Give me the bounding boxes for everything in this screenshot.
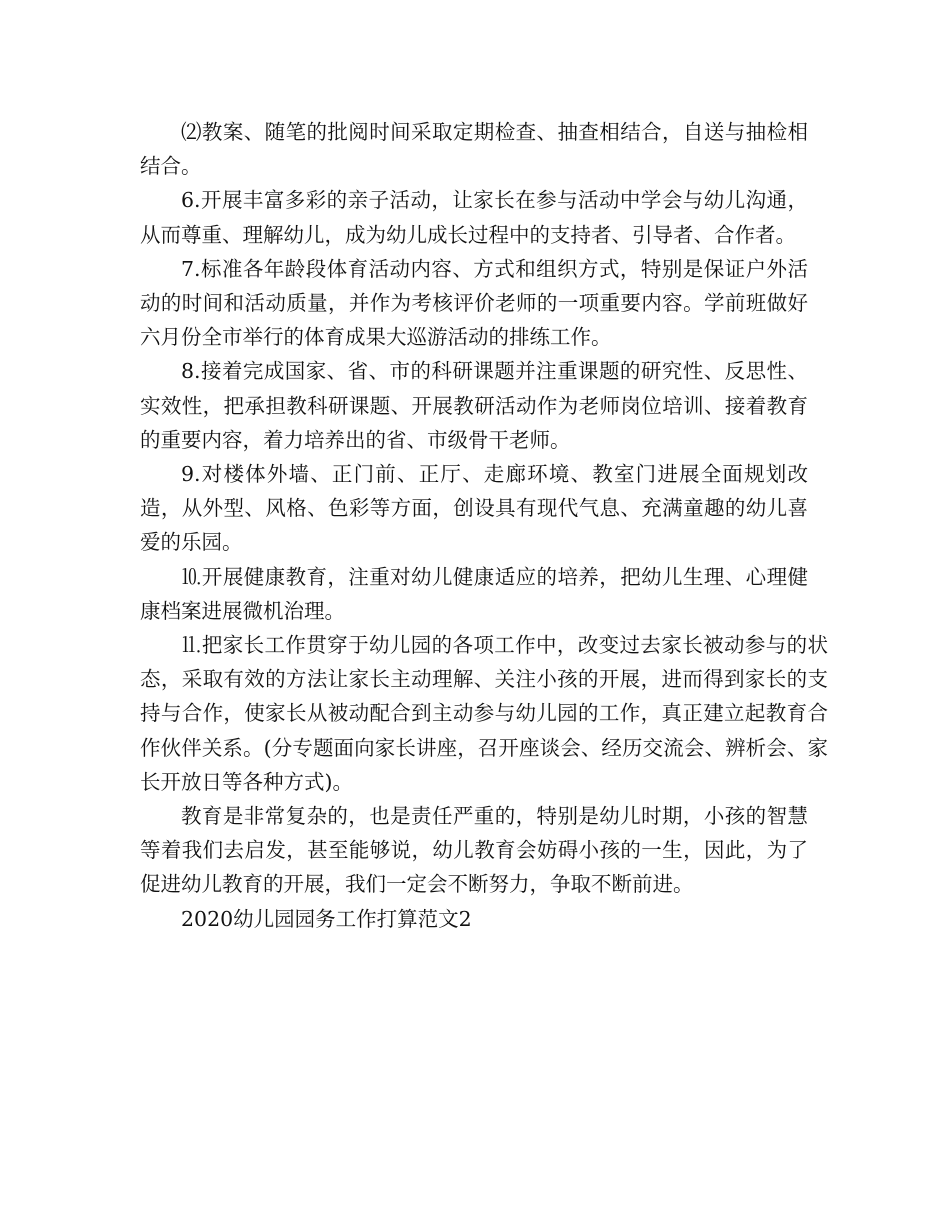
paragraph-conclusion: 教育是非常复杂的，也是责任严重的，特别是幼儿时期，小孩的智慧等着我们去启发，甚至能够说，幼儿教育会妨碍小孩的一生，因此，为了促进幼儿教育的开展，我们一定会不断努力，争取不断前进。: [140, 804, 808, 897]
paragraph-sports-activities: 7.标准各年龄段体育活动内容、方式和组织方式，特别是保证户外活动的时间和活动质量，并作为考核评价老师的一项重要内容。学前班做好六月份全市举行的体育成果大巡游活动的排练工作。: [140, 256, 808, 350]
next-section-heading: 2020幼儿园园务工作打算范文2: [181, 906, 472, 931]
paragraph-parent-work: ⒒把家长工作贯穿于幼儿园的各项工作中，改变过去家长被动参与的状态，采取有效的方法让家长主动理解、关注小孩的开展，进而得到家长的支持与合作，使家长从被动配合到主动参与幼儿园的工作，真正建立起教育合作伙伴关系。(分专题面向家长讲座，召开座谈会、经历交流会、辨析会、家长开放日等各种方式)。: [140, 633, 828, 794]
paragraph-research-projects: 8.接着完成国家、省、市的科研课题并注重课题的研究性、反思性、实效性，把承担教科研课题、开展教研活动作为老师岗位培训、接着教育的重要内容，着力培养出的省、市级骨干老师。: [140, 359, 808, 452]
paragraph-parent-child-activities: 6.开展丰富多彩的亲子活动，让家长在参与活动中学会与幼儿沟通，从而尊重、理解幼儿，成为幼儿成长过程中的支持者、引导者、合作者。: [140, 188, 808, 247]
paragraph-teaching-plan-review: ⑵教案、随笔的批阅时间采取定期检查、抽查相结合，自送与抽检相结合。: [140, 120, 808, 179]
document-body: [140, 115, 828, 936]
paragraph-building-renovation: 9.对楼体外墙、正门前、正厅、走廊环境、教室门进展全面规划改造，从外型、风格、色彩等方面，创设具有现代气息、充满童趣的幼儿喜爱的乐园。: [140, 462, 808, 555]
paragraph-health-education: ⒑开展健康教育，注重对幼儿健康适应的培养，把幼儿生理、心理健康档案进展微机治理。: [140, 564, 808, 623]
